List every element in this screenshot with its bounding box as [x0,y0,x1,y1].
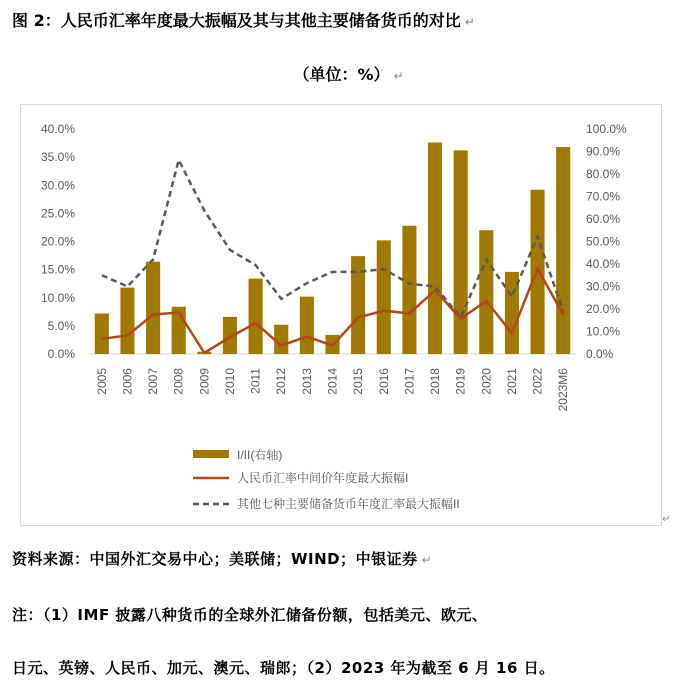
x-tick-label: 2006 [120,368,135,395]
y-right-tick-label: 50.0% [586,234,621,249]
figure-unit [0,62,697,85]
bar [454,150,468,354]
x-tick-label: 2021 [504,367,519,395]
bar [146,262,160,354]
bar [300,297,314,354]
x-tick-label: 2005 [94,368,109,395]
bar [479,230,493,354]
x-tick-label: 2016 [376,368,391,395]
x-tick-label: 2019 [453,368,468,395]
x-tick-label: 2007 [146,368,161,395]
legend-label-other: 其他七种主要储备货币年度汇率最大振幅II [237,497,460,511]
source-text: 资料来源：中国外汇交易中心；美联储；WIND；中银证券 [12,550,418,568]
series-line-other-currencies [102,160,563,318]
note-line-1: 注：（1）IMF 披露八种货币的全球外汇储备份额，包括美元、欧元、 [12,606,488,624]
x-tick-label: 2020 [479,368,494,395]
figure-unit-text: （单位：%） [293,65,390,84]
y-right-tick-label: 30.0% [586,279,621,294]
x-tick-label: 2009 [197,368,212,395]
y-left-tick-label: 0.0% [47,347,75,361]
y-left-tick-label: 5.0% [47,318,75,333]
note-line-2: 日元、英镑、人民币、加元、澳元、瑞郎；（2）2023 年为截至 6 月 16 日。 [12,659,555,677]
bar [274,325,288,354]
chart-svg [21,105,661,525]
bar [249,279,263,354]
y-right-tick-label: 80.0% [586,167,621,181]
bar [428,143,442,355]
y-right-tick-label: 40.0% [586,257,621,271]
x-tick-label: 2012 [274,368,289,395]
x-tick-label: 2008 [171,368,186,395]
legend-label-rmb: 人民币汇率中间价年度最大振幅I [237,471,409,485]
y-left-tick-label: 10.0% [40,290,75,305]
bar [402,226,416,354]
y-left-tick-label: 15.0% [40,262,75,277]
y-right-tick-label: 0.0% [586,347,614,361]
x-tick-label: 2015 [351,368,366,395]
y-right-tick-label: 70.0% [586,189,621,204]
y-left-tick-label: 30.0% [40,178,75,193]
y-right-tick-label: 20.0% [586,302,621,316]
legend-swatch-bar [193,450,229,458]
x-tick-label: 2022 [530,368,545,395]
y-left-tick-label: 40.0% [40,122,75,136]
chart-area [20,104,662,526]
paragraph-mark-icon: ↵ [393,69,404,83]
x-tick-label: 2014 [325,368,340,395]
y-left-tick-label: 35.0% [40,150,75,165]
x-tick-label: 2011 [248,368,263,394]
bar [95,314,109,355]
source-note [12,548,432,569]
bar [120,288,134,354]
figure-title-text: 图 2：人民币汇率年度最大振幅及其与其他主要储备货币的对比 [12,11,461,30]
paragraph-mark-icon: ↵ [464,15,475,29]
y-right-tick-label: 90.0% [586,144,621,159]
y-left-tick-label: 20.0% [40,234,75,249]
paragraph-mark-icon: ↵ [421,553,433,567]
y-right-tick-label: 60.0% [586,212,621,226]
bar [556,147,570,354]
y-left-tick-label: 25.0% [40,206,75,221]
legend-label-bar: I/II(右轴) [237,448,283,462]
x-tick-label: 2013 [299,368,314,395]
x-tick-label: 2010 [222,368,237,395]
x-tick-label: 2017 [402,368,417,395]
x-tick-label: 2018 [428,368,443,395]
y-right-tick-label: 10.0% [586,324,621,339]
corner-mark-icon: ↵ [662,514,671,525]
x-tick-label: 2023M6 [556,368,571,412]
figure-title [12,8,475,31]
y-right-tick-label: 100.0% [586,122,627,136]
bar [377,240,391,354]
